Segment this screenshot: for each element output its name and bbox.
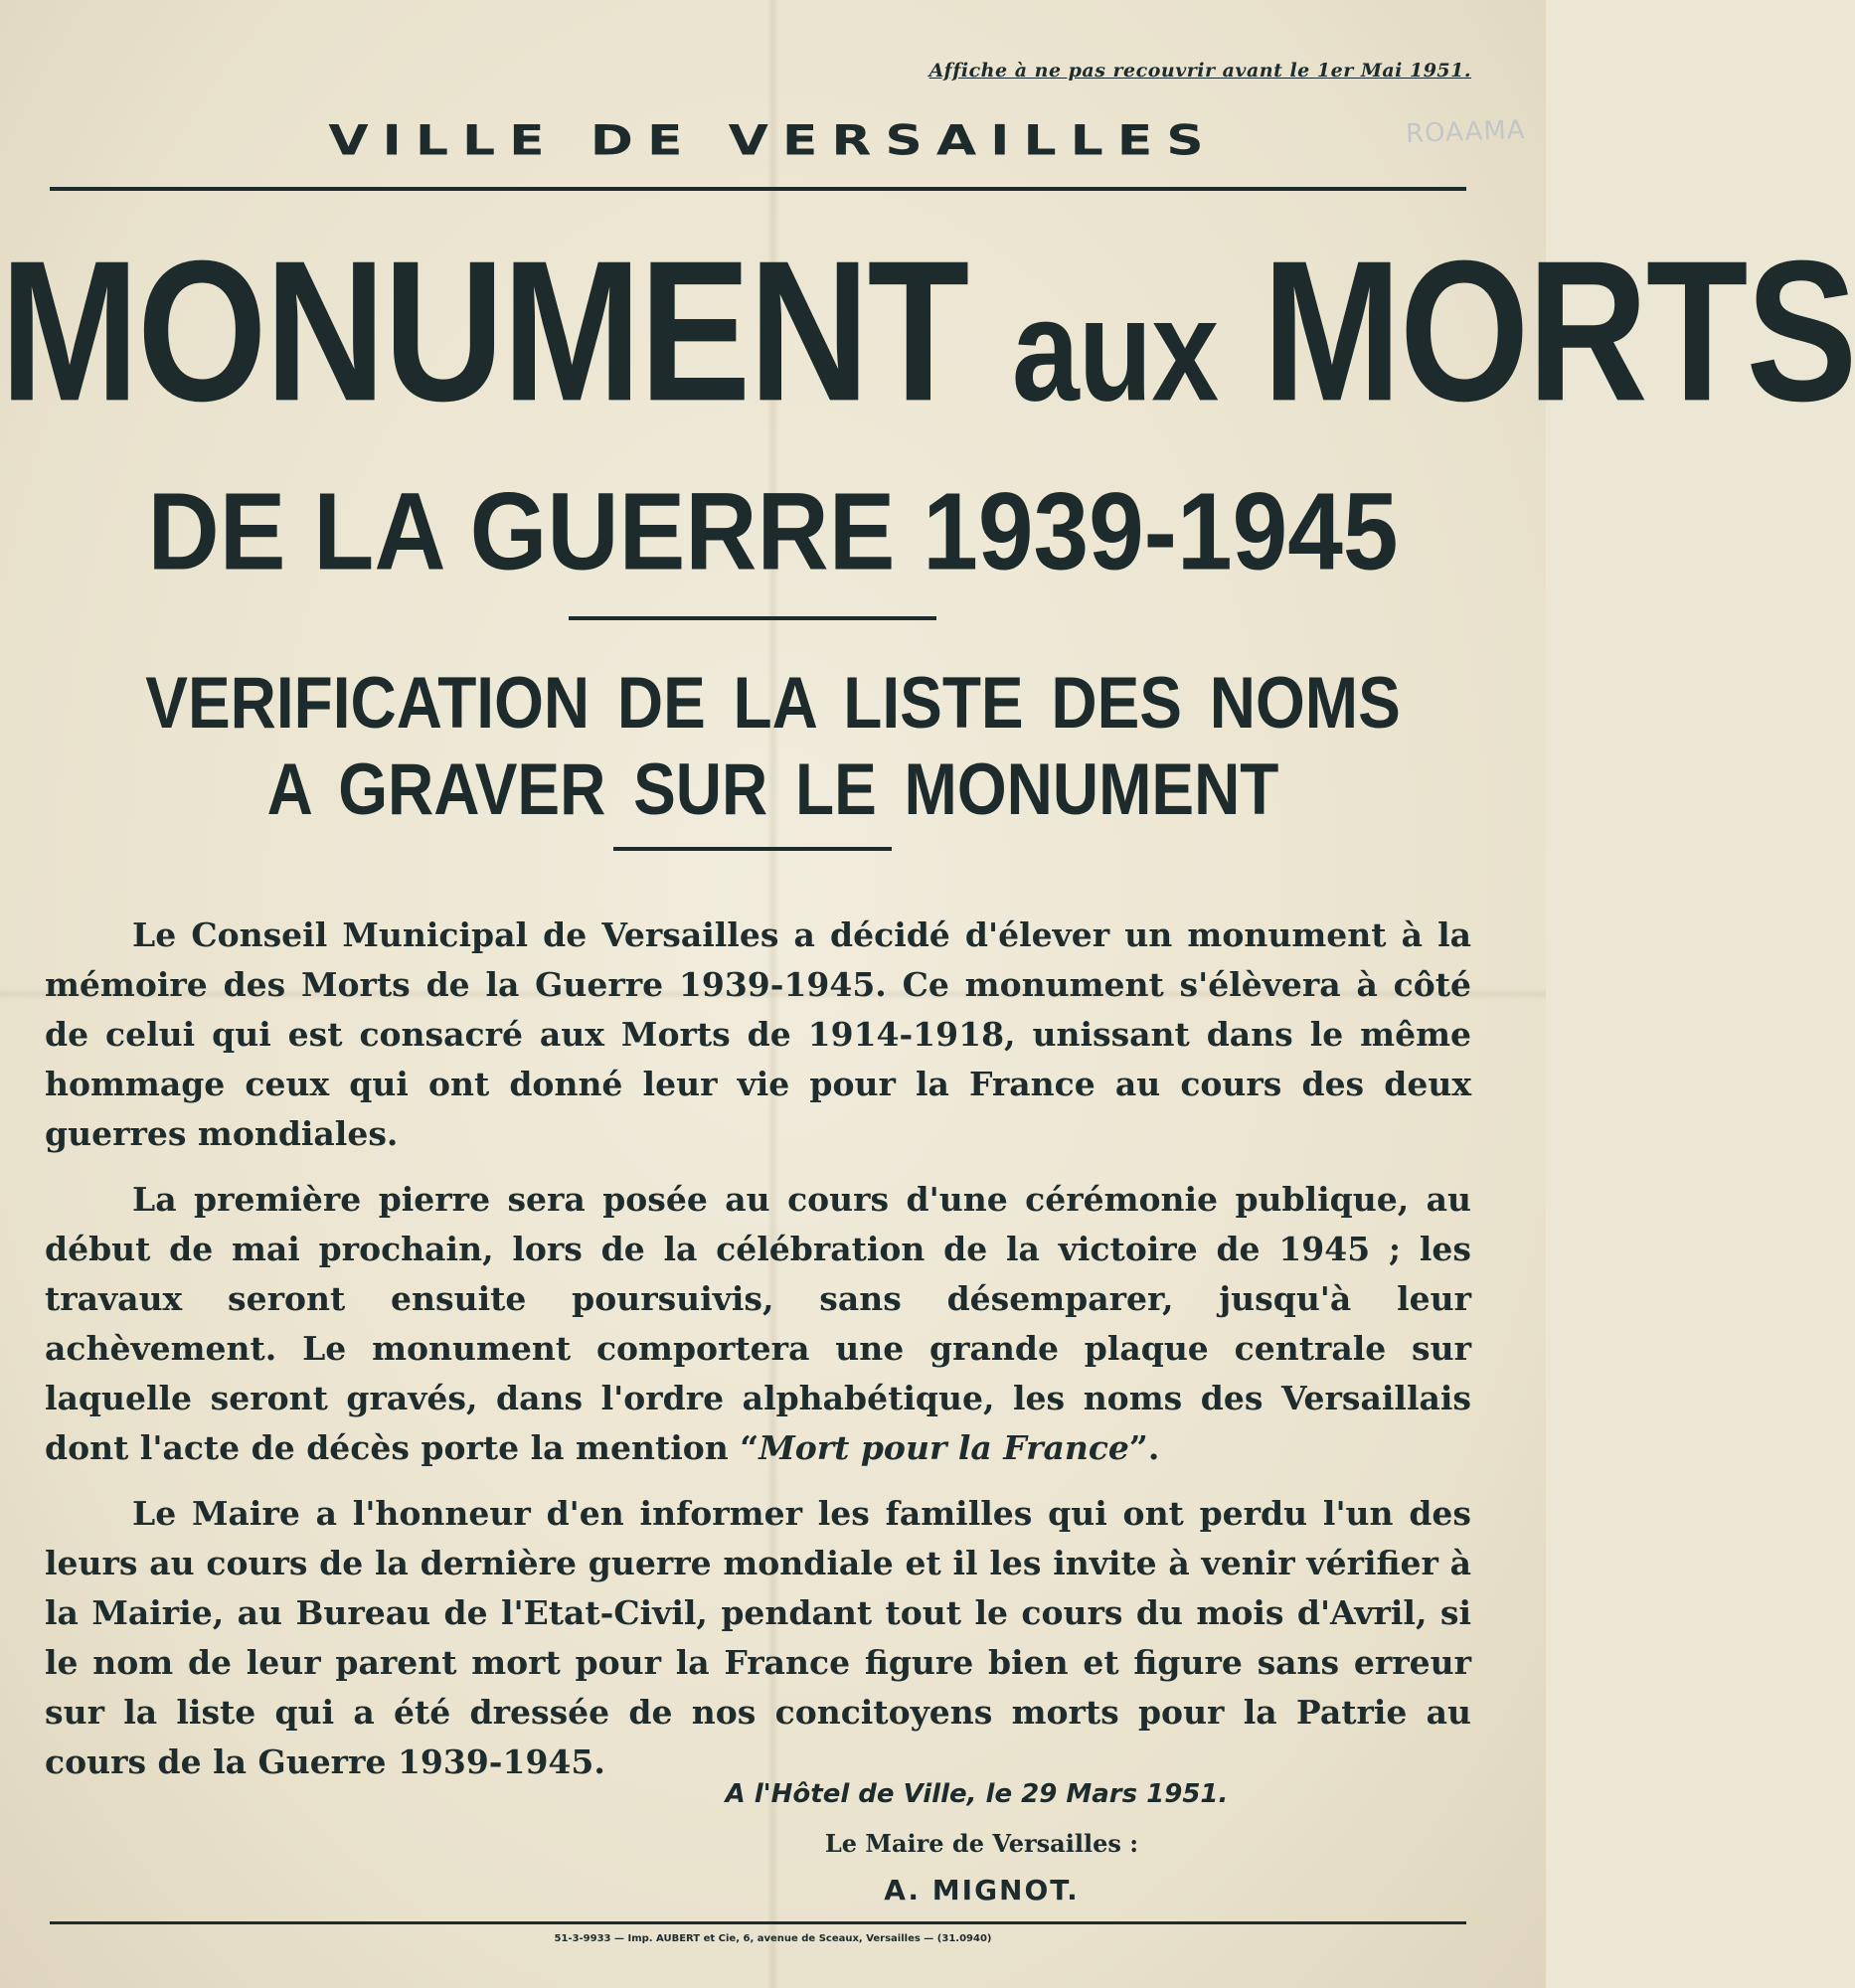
paragraph-3: Le Maire a l'honneur d'en informer les familles qui ont perdu l'un des leurs au cours de la dernière guerre mondiale et il les invite à venir vérifier à la Mairie, au Bureau de l'Etat-Civil, pendant tout le cours du mois d'Avril, si le nom de leur parent mort pour la France figure bien et figure sans erreur sur la liste qui a été dressée de nos concitoyens morts pour la Patrie au cours de la Guerre 1939-1945. — [45, 1494, 1471, 1781]
subheading-divider — [613, 847, 892, 851]
main-title — [0, 219, 1855, 443]
title-war-years: DE LA GUERRE 1939-1945 — [147, 470, 1399, 593]
posting-notice: Affiche à ne pas recouvrir avant le 1er Mai 1951. — [928, 60, 1471, 82]
title-word-morts: MORTS — [1262, 219, 1855, 443]
subheading-line1: VERIFICATION DE LA LISTE DES NOMS — [145, 661, 1401, 745]
title-divider — [569, 616, 936, 620]
signature-place-date: A l'Hôtel de Ville, le 29 Mars 1951. — [725, 1779, 1229, 1809]
announcement-body — [45, 911, 1471, 1803]
signature-title: Le Maire de Versailles : — [824, 1829, 1139, 1858]
archive-stamp: ROAAMA — [1405, 114, 1527, 150]
signature-name: A. MIGNOT. — [884, 1874, 1080, 1906]
title-word-aux: aux — [1011, 268, 1219, 431]
footer-rule — [50, 1921, 1466, 1924]
title-word-monument: MONUMENT — [0, 219, 968, 443]
printer-imprint: 51-3-9933 — Imp. AUBERT et Cie, 6, avenue de Sceaux, Versailles — (31.0940) — [554, 1933, 992, 1944]
city-header: VILLE DE VERSAILLES — [328, 117, 1218, 165]
paragraph-1: Le Conseil Municipal de Versailles a décidé d'élever un monument à la mémoire des Morts de la Guerre 1939-1945. Ce monument s'élèvera à côté de celui qui est consacré aux Morts de 1914-1918, unissant dans le même hommage ceux qui ont donné leur vie pour la France au cours des deux guerres mondiales. — [45, 915, 1471, 1153]
mort-pour-la-france-mention: Mort pour la France — [759, 1428, 1129, 1467]
paragraph-2: La première pierre sera posée au cours d'une cérémonie publique, au début de mai prochain, lors de la célébration de la victoire de 1945 ; les travaux seront ensuite poursuivis, sans désemparer, jusqu'à leur achèvement. Le monument comportera une grande plaque centrale sur laquelle seront gravés, dans l'ordre alphabétique, les noms des Versaillais dont l'acte de décès porte la mention “Mort pour la France”. — [45, 1180, 1471, 1467]
subheading-line2: A GRAVER SUR LE MONUMENT — [266, 747, 1279, 831]
header-rule — [50, 187, 1466, 191]
